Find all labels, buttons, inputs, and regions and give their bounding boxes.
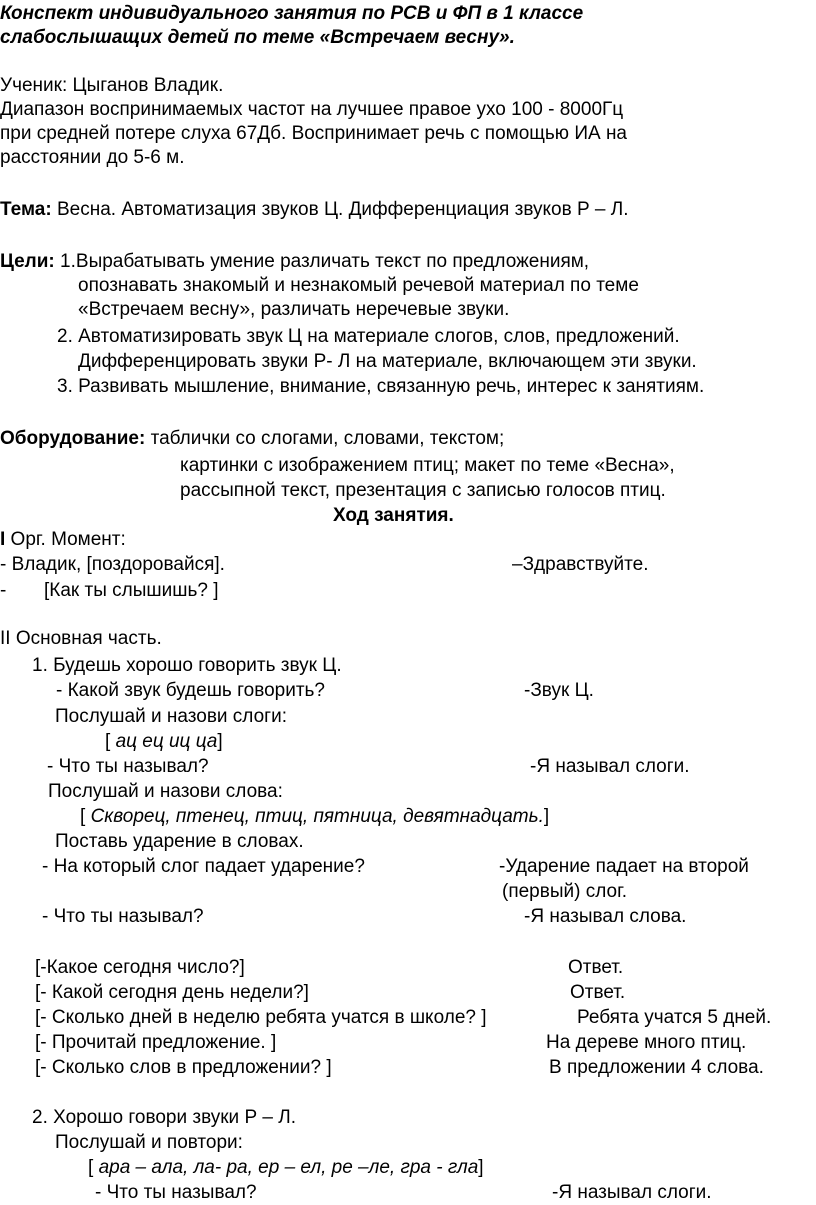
title-line-2: слабослышащих детей по теме «Встречаем весну». [0, 27, 515, 48]
title-line-1: Конспект индивидуального занятия по РСВ и ФП в 1 классе [0, 3, 584, 24]
dialog-question: - Какой звук будешь говорить? [56, 680, 325, 701]
dialog-question: - На который слог падает ударение? [42, 856, 365, 877]
section-1-title: 1. Будешь хорошо говорить звук Ц. [32, 655, 342, 676]
syllables-text: ац ец иц ца [115, 731, 218, 752]
bracket: ] [543, 806, 550, 827]
student-info-line: при средней потере слуха 67Дб. Воспринимает речь с помощью ИА на [0, 123, 627, 144]
goals-label: Цели: [0, 251, 55, 272]
dialog-question: [Как ты слышишь? ] [44, 580, 219, 601]
qa-answer: Ответ. [568, 957, 624, 978]
equipment-label: Оборудование: [0, 428, 146, 449]
part-2-title: II Основная часть. [0, 628, 162, 649]
goal-3: 3. Развивать мышление, внимание, связанную речь, интерес к занятиям. [57, 376, 705, 397]
words-text: Скворец, птенец, птиц, пятница, девятнадцать. [90, 806, 544, 827]
goal-text: опознавать знакомый и незнакомый речевой материал по теме [78, 275, 639, 296]
qa-answer: В предложении 4 слова. [549, 1057, 764, 1078]
dialog-answer: -Я называл слоги. [552, 1182, 712, 1203]
part-1-number: I [0, 529, 6, 550]
dialog-question: - Что ты называл? [42, 906, 204, 927]
dialog-answer: -Я называл слова. [524, 906, 687, 927]
qa-question: [- Прочитай предложение. ] [35, 1032, 277, 1053]
lesson-heading: Ход занятия. [333, 505, 454, 526]
equipment-text: картинки с изображением птиц; макет по теме «Весна», [180, 455, 675, 476]
bracket: ] [217, 731, 223, 752]
goal-1 [0, 250, 589, 274]
syllables [105, 730, 223, 754]
bracket: ] [478, 1157, 484, 1178]
dialog-answer: –Здравствуйте. [512, 554, 649, 575]
dialog-question: - Что ты называл? [47, 756, 209, 777]
topic [0, 198, 629, 222]
qa-answer: Ребята учатся 5 дней. [577, 1007, 772, 1028]
qa-answer: На дереве много птиц. [546, 1032, 747, 1053]
qa-question: [- Сколько слов в предложении? ] [35, 1057, 332, 1078]
goal-text: «Встречаем весну», различать неречевые звуки. [78, 299, 510, 320]
goal-text: Дифференцировать звуки Р- Л на материале, включающем эти звуки. [78, 351, 697, 372]
qa-question: [- Какой сегодня день недели?] [35, 982, 309, 1003]
instruction: Послушай и назови слова: [48, 781, 283, 802]
bracket: [ [105, 731, 116, 752]
qa-question: [- Сколько дней в неделю ребята учатся в школе? ] [35, 1007, 487, 1028]
dialog-question: - Что ты называл? [95, 1182, 257, 1203]
goal-text: 1.Вырабатывать умение различать текст по предложениям, [54, 251, 590, 272]
instruction: Послушай и назови слоги: [55, 706, 287, 727]
qa-question: [-Какое сегодня число?] [35, 957, 245, 978]
equipment [0, 427, 504, 451]
student-info-line: расстоянии до 5-6 м. [0, 147, 185, 168]
dialog-answer: (первый) слог. [502, 881, 627, 902]
bracket: [ [88, 1157, 99, 1178]
dialog-question: - Владик, [поздоровайся]. [0, 554, 225, 575]
dialog-answer: -Ударение падает на второй [499, 856, 749, 877]
part-1-text: Орг. Момент: [5, 529, 126, 550]
dialog-answer: -Я называл слоги. [530, 756, 690, 777]
equipment-text: рассыпной текст, презентация с записью голосов птиц. [180, 480, 666, 501]
bracket: [ [80, 806, 91, 827]
equipment-text: таблички со слогами, словами, текстом; [145, 428, 505, 449]
goal-2: 2. Автоматизировать звук Ц на материале слогов, слов, предложений. [57, 326, 680, 347]
dialog-dash: - [0, 580, 7, 601]
topic-text: Весна. Автоматизация звуков Ц. Дифференциация звуков Р – Л. [51, 199, 629, 220]
section-2-title: 2. Хорошо говори звуки Р – Л. [32, 1107, 296, 1128]
topic-label: Тема: [0, 199, 52, 220]
instruction: Послушай и повтори: [55, 1132, 243, 1153]
words [80, 805, 549, 829]
instruction: Поставь ударение в словах. [55, 831, 304, 852]
syllables [88, 1156, 484, 1180]
qa-answer: Ответ. [570, 982, 626, 1003]
syllables-text: ара – ала, ла- ра, ер – ел, ре –ле, гра - гла [98, 1157, 479, 1178]
dialog-answer: -Звук Ц. [524, 680, 594, 701]
student-name: Ученик: Цыганов Владик. [0, 75, 224, 96]
student-info-line: Диапазон воспринимаемых частот на лучшее правое ухо 100 - 8000Гц [0, 99, 624, 120]
part-1-title [0, 528, 126, 552]
